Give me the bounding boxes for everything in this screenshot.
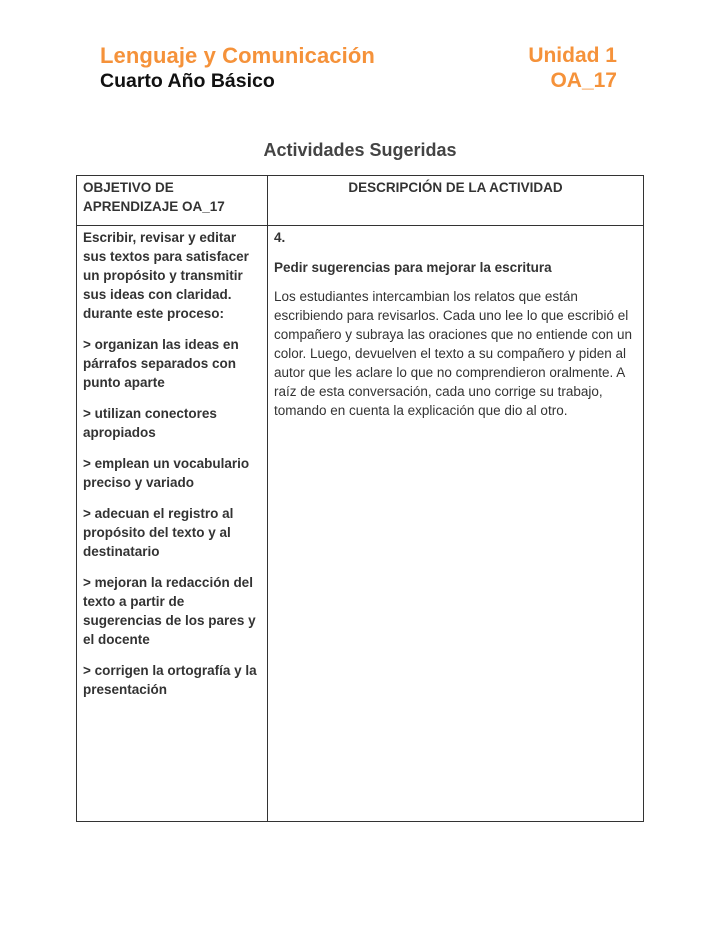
grade-level: Cuarto Año Básico bbox=[100, 70, 275, 92]
activities-table bbox=[76, 175, 644, 822]
objective-intro: Escribir, revisar y editar sus textos para satisfacer un propósito y transmitir sus ideas con claridad. durante este proceso: bbox=[83, 230, 249, 321]
section-title: Actividades Sugeridas bbox=[263, 140, 457, 160]
objective-item: > organizan las ideas en párrafos separados con punto aparte bbox=[83, 337, 239, 390]
activity-body: Los estudiantes intercambian los relatos que están escribiendo para revisarlos. Cada uno lee lo que escribió el compañero y subraya las oraciones que no entiende con un color. Luego, devuelven el texto a su compañero y piden al autor que les aclare lo que no comprendieron oralmente. A raíz de esta conversación, cada uno corrige su trabajo, tomando en cuenta la explicación que dio al otro. bbox=[274, 289, 632, 418]
objective-code: OA_17 bbox=[550, 69, 617, 92]
document-header-right bbox=[528, 43, 617, 93]
objective-item: > adecuan el registro al propósito del texto y al destinatario bbox=[83, 506, 234, 559]
objective-item: > corrigen la ortografía y la presentación bbox=[83, 663, 257, 697]
subject-title: Lenguaje y Comunicación bbox=[100, 43, 375, 68]
objective-item: > utilizan conectores apropiados bbox=[83, 406, 217, 440]
objective-item: > emplean un vocabulario preciso y variado bbox=[83, 456, 250, 490]
document-header-left bbox=[100, 43, 375, 93]
activity-number: 4. bbox=[274, 230, 286, 245]
objective-item: > mejoran la redacción del texto a partir de sugerencias de los pares y el docente bbox=[83, 575, 256, 647]
objective-column-header: OBJETIVO DE APRENDIZAJE OA_17 bbox=[77, 176, 268, 226]
unit-label: Unidad 1 bbox=[528, 44, 617, 67]
objective-cell bbox=[77, 226, 268, 822]
description-column-header: DESCRIPCIÓN DE LA ACTIVIDAD bbox=[268, 176, 644, 226]
description-cell bbox=[268, 226, 644, 822]
activity-title: Pedir sugerencias para mejorar la escritura bbox=[274, 260, 552, 275]
table-header-row bbox=[77, 176, 644, 226]
table-row bbox=[77, 226, 644, 822]
